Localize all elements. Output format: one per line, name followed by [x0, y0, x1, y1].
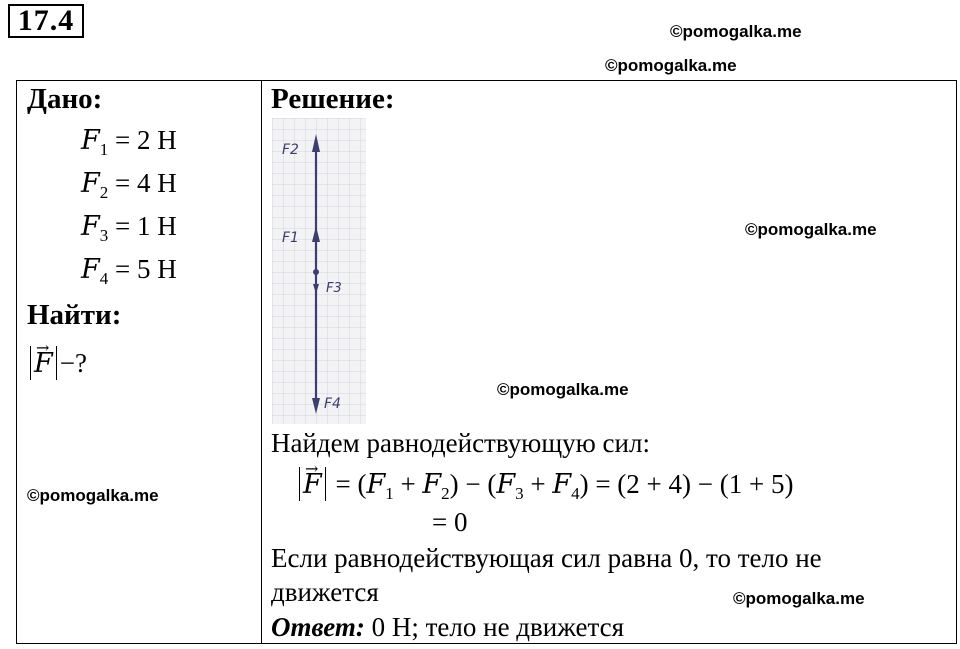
conclusion-line-1: Если равнодействующая сил равна 0, то тело не [271, 543, 822, 573]
given-index: 2 [99, 183, 109, 202]
formula-result: = 0 [432, 507, 468, 537]
watermark: ©pomogalka.me [670, 22, 802, 41]
given-index: 1 [99, 140, 109, 159]
label-f3: F3 [326, 281, 342, 296]
abs-bar [56, 346, 57, 380]
formula-index: 1 [385, 484, 394, 503]
abs-bar [325, 467, 326, 501]
given-symbol: F [81, 211, 100, 242]
given-symbol: F [81, 254, 100, 285]
given-symbol: F [81, 168, 100, 199]
resultant-formula [296, 467, 793, 501]
formula-index: 2 [441, 484, 450, 503]
watermark: ©pomogalka.me [27, 486, 159, 505]
given-header: Дано: [27, 83, 103, 115]
given-value: = 2 Н [114, 125, 177, 155]
grid-lines [272, 118, 366, 424]
label-f4: F4 [324, 396, 341, 412]
label-f1: F1 [282, 230, 299, 246]
watermark: ©pomogalka.me [733, 589, 865, 608]
problem-number: 17.4 [8, 4, 84, 38]
abs-bar [299, 467, 300, 501]
given-item [81, 168, 177, 202]
abs-bar [30, 346, 31, 380]
solution-header: Решение: [271, 83, 395, 115]
given-value: = 5 Н [114, 254, 177, 284]
given-symbol: F [81, 125, 100, 156]
formula-index: 4 [571, 484, 580, 503]
formula-part: ) − ( [449, 469, 497, 499]
given-item [81, 254, 177, 288]
watermark: ©pomogalka.me [605, 56, 737, 75]
formula-index: 3 [515, 484, 524, 503]
given-item [81, 211, 177, 245]
find-header: Найти: [27, 299, 122, 331]
watermark: ©pomogalka.me [497, 380, 629, 399]
vector-f: → F [34, 349, 53, 379]
given-index: 3 [99, 226, 109, 245]
formula-symbol: F [422, 469, 442, 500]
application-point [313, 269, 319, 275]
vector-f: → F [303, 470, 322, 500]
table-divider [261, 80, 262, 644]
given-value: = 4 Н [114, 168, 177, 198]
answer-text: 0 Н; тело не движется [364, 612, 625, 642]
find-suffix: −? [59, 348, 87, 378]
formula-part: = ( [335, 469, 367, 499]
watermark: ©pomogalka.me [745, 220, 877, 239]
conclusion-line-2: движется [271, 577, 379, 607]
given-index: 4 [99, 269, 109, 288]
force-diagram-sketch [272, 118, 366, 424]
formula-part: ) = (2 + 4) − (1 + 5) [579, 469, 794, 499]
find-value [27, 346, 87, 380]
solution-intro: Найдем равнодействующую сил: [271, 428, 650, 458]
formula-part: + [530, 469, 546, 499]
answer [271, 612, 624, 642]
answer-label: Ответ: [271, 612, 365, 642]
formula-symbol: F [552, 469, 572, 500]
given-item [81, 125, 177, 159]
formula-symbol: F [366, 469, 386, 500]
label-f2: F2 [282, 142, 299, 158]
formula-symbol: F [496, 469, 516, 500]
formula-part: + [400, 469, 416, 499]
given-value: = 1 Н [114, 211, 177, 241]
